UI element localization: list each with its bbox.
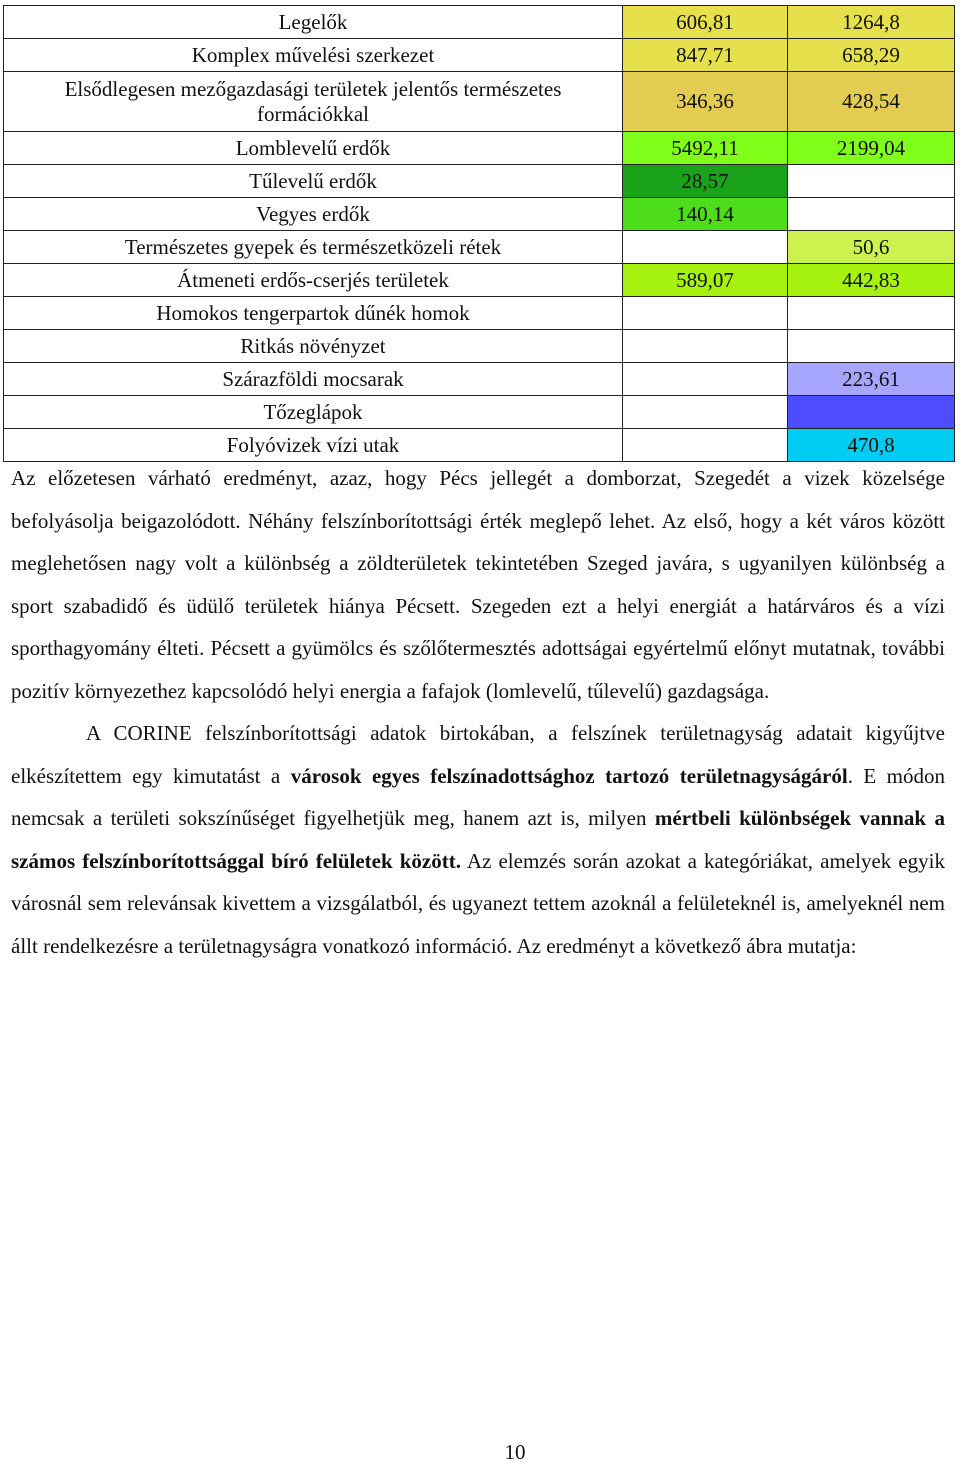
category-name-cell: Vegyes erdők [4, 198, 623, 231]
szeged-value-cell [788, 297, 955, 330]
paragraph-text: A CORINE felszínborítottsági adatok birtokában, a felszínek területnagyság adatait kigyűjtve elkészítettem egy kimutatást a [11, 721, 945, 788]
pecs-value-cell [623, 330, 788, 363]
category-name-cell: Legelők [4, 6, 623, 39]
szeged-value-cell [788, 396, 955, 429]
table-row [4, 264, 955, 297]
category-name-cell: Természetes gyepek és természetközeli rétek [4, 231, 623, 264]
land-cover-table-body [4, 6, 955, 462]
emphasized-text: városok egyes felszínadottsághoz tartozó területnagyságáról [290, 763, 848, 788]
pecs-value-cell: 606,81 [623, 6, 788, 39]
szeged-value-cell: 223,61 [788, 363, 955, 396]
category-name-cell: Tőzeglápok [4, 396, 623, 429]
category-name-cell: Ritkás növényzet [4, 330, 623, 363]
body-text [11, 457, 945, 967]
table-row [4, 165, 955, 198]
szeged-value-cell: 470,8 [788, 429, 955, 462]
page-number: 10 [504, 1440, 526, 1464]
category-name-cell: Komplex művelési szerkezet [4, 39, 623, 72]
table-row [4, 330, 955, 363]
table-row [4, 363, 955, 396]
table-row [4, 132, 955, 165]
table-row [4, 39, 955, 72]
land-cover-table [3, 5, 955, 462]
category-name-cell: Lomblevelű erdők [4, 132, 623, 165]
szeged-value-cell: 658,29 [788, 39, 955, 72]
category-name-line: formációkkal [257, 101, 369, 126]
szeged-value-cell: 1264,8 [788, 6, 955, 39]
category-name-cell: Átmeneti erdős-cserjés területek [4, 264, 623, 297]
table-row [4, 198, 955, 231]
category-name-cell: Homokos tengerpartok dűnék homok [4, 297, 623, 330]
category-name-cell: Tűlevelű erdők [4, 165, 623, 198]
szeged-value-cell [788, 330, 955, 363]
pecs-value-cell [623, 363, 788, 396]
szeged-value-cell [788, 198, 955, 231]
pecs-value-cell: 5492,11 [623, 132, 788, 165]
szeged-value-cell: 2199,04 [788, 132, 955, 165]
szeged-value-cell: 442,83 [788, 264, 955, 297]
pecs-value-cell: 847,71 [623, 39, 788, 72]
pecs-value-cell: 28,57 [623, 165, 788, 198]
paragraph-corine [11, 712, 945, 967]
paragraph-text: Az elemzés során azokat a kategóriákat, amelyek egyik városnál sem relevánsak kivettem a vizsgálatból, és ugyanezt tettem azoknál a felületeknél is, amelyeknél nem állt rendelkezésre a területnagyságra vonatkozó információ. Az eredményt a következő ábra mutatja: [11, 848, 945, 958]
pecs-value-cell [623, 297, 788, 330]
table-row [4, 6, 955, 39]
category-name-cell: Folyóvizek vízi utak [4, 429, 623, 462]
paragraph-text: . E módon nemcsak a területi sokszínűséget figyelhetjük meg, hanem azt is, milyen [11, 763, 945, 830]
category-name-cell: Szárazföldi mocsarak [4, 363, 623, 396]
szeged-value-cell: 50,6 [788, 231, 955, 264]
pecs-value-cell: 346,36 [623, 72, 788, 132]
table-row [4, 72, 955, 132]
table-row [4, 231, 955, 264]
szeged-value-cell [788, 165, 955, 198]
table-row [4, 396, 955, 429]
pecs-value-cell: 589,07 [623, 264, 788, 297]
pecs-value-cell [623, 231, 788, 264]
pecs-value-cell: 140,14 [623, 198, 788, 231]
paragraph-results: Az előzetesen várható eredményt, azaz, hogy Pécs jellegét a domborzat, Szegedét a vizek közelsége befolyásolja beigazolódott. Néhány felszínborítottsági érték meglepő lehet. Az első, hogy a két város között meglehetősen nagy volt a különbség a zöldterületek tekintetében Szeged javára, s ugyanilyen különbség a sport szabadidő és üdülő területek hiánya Pécsett. Szegeden ezt a helyi energiát a határváros és a vízi sporthagyomány élteti. Pécsett a gyümölcs és szőlőtermesztés adottságai egyértelmű előnyt mutatnak, további pozitív környezethez kapcsolódó helyi energia a fafajok (lomlevelű, tűlevelű) gazdagsága. [11, 466, 945, 703]
category-name-line: Elsődlegesen mezőgazdasági területek jelentős természetes [64, 76, 562, 101]
emphasized-text: mértbeli különbségek vannak a számos felszínborítottsággal bíró felületek között. [11, 806, 945, 873]
szeged-value-cell: 428,54 [788, 72, 955, 132]
table-row [4, 297, 955, 330]
category-name-cell [4, 72, 623, 132]
pecs-value-cell [623, 396, 788, 429]
